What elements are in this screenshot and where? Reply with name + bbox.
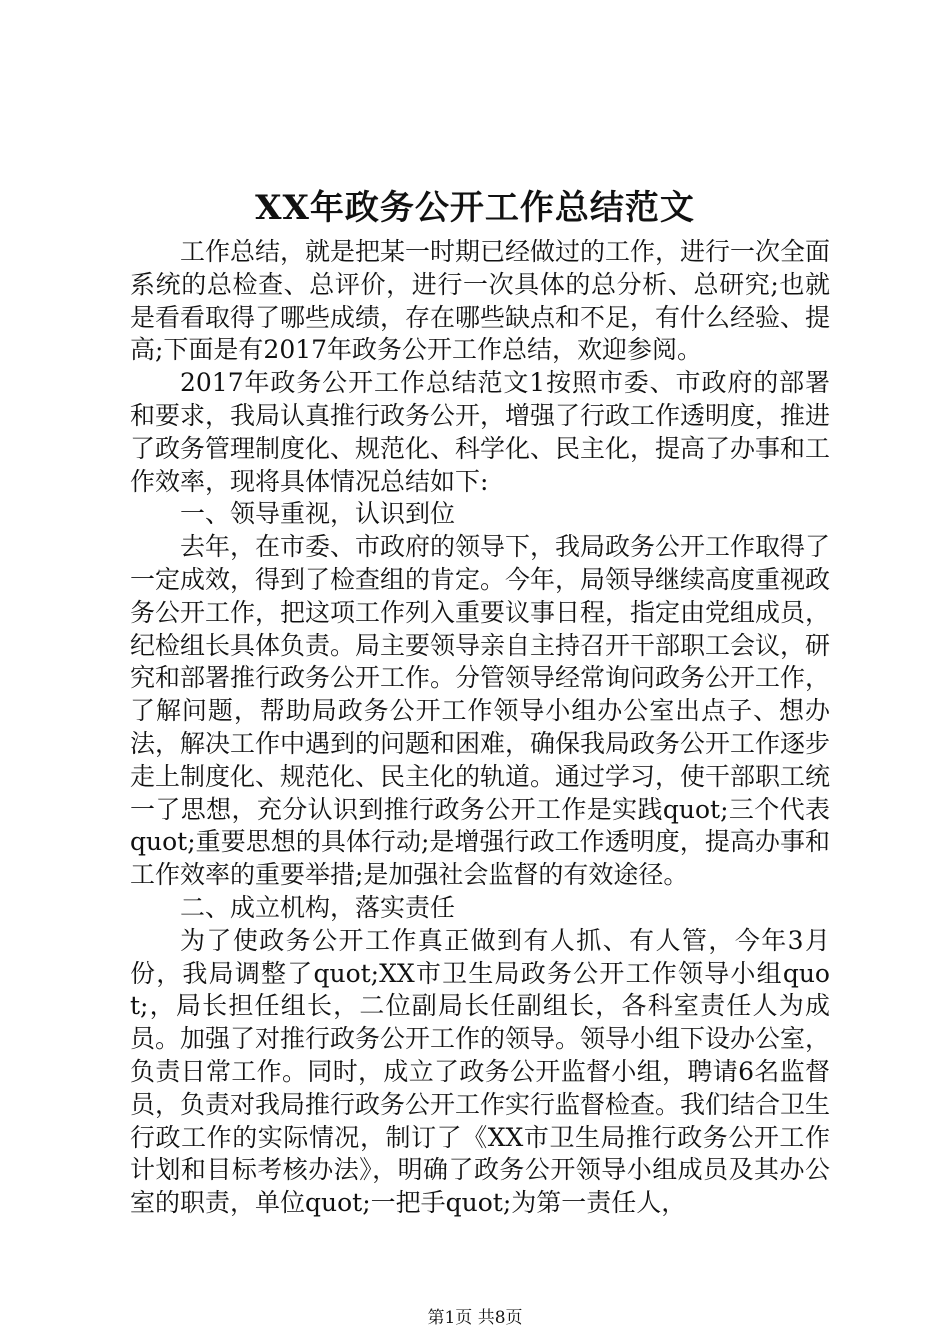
paragraph-intro: 工作总结，就是把某一时期已经做过的工作，进行一次全面系统的总检查、总评价，进行一次具体的总分析、总研究;也就是看看取得了哪些成绩，存在哪些缺点和不足，有什么经验、提高;下面是有2017年政务公开工作总结，欢迎参阅。 <box>130 237 831 365</box>
paragraph-section-2: 为了使政务公开工作真正做到有人抓、有人管，今年3月份，我局调整了quot;XX市卫生局政务公开工作领导小组quot;，局长担任组长，二位副局长任副组长，各科室责任人为成员。加强了对推行政务公开工作的领导。领导小组下设办公室，负责日常工作。同时，成立了政务公开监督小组，聘请6名监督员，负责对我局推行政务公开工作实行监督检查。我们结合卫生行政工作的实际情况，制订了《XX市卫生局推行政务公开工作计划和目标考核办法》，明确了政务公开领导小组成员及其办公室的职责，单位quot;一把手quot;为第一责任人， <box>130 925 831 1218</box>
paragraph-overview: 2017年政务公开工作总结范文1按照市委、市政府的部署和要求，我局认真推行政务公开，增强了行政工作透明度，推进了政务管理制度化、规范化、科学化、民主化，提高了办事和工作效率，现将具体情况总结如下: <box>130 368 831 496</box>
section-heading-2: 二、成立机构，落实责任 <box>180 892 456 922</box>
document-title: XX年政务公开工作总结范文 <box>255 188 695 228</box>
document-body <box>130 236 830 1220</box>
page-footer: 第1页 共8页 <box>427 1308 523 1328</box>
paragraph-section-1: 去年，在市委、市政府的领导下，我局政务公开工作取得了一定成效，得到了检查组的肯定。今年，局领导继续高度重视政务公开工作，把这项工作列入重要议事日程，指定由党组成员，纪检组长具体负责。局主要领导亲自主持召开干部职工会议，研究和部署推行政务公开工作。分管领导经常询问政务公开工作，了解问题，帮助局政务公开工作领导小组办公室出点子、想办法，解决工作中遇到的问题和困难，确保我局政务公开工作逐步走上制度化、规范化、民主化的轨道。通过学习，使干部职工统一了思想，充分认识到推行政务公开工作是实践quot;三个代表quot;重要思想的具体行动;是增强行政工作透明度，提高办事和工作效率的重要举措;是加强社会监督的有效途径。 <box>130 532 831 890</box>
section-heading-1: 一、领导重视，认识到位 <box>180 499 456 529</box>
